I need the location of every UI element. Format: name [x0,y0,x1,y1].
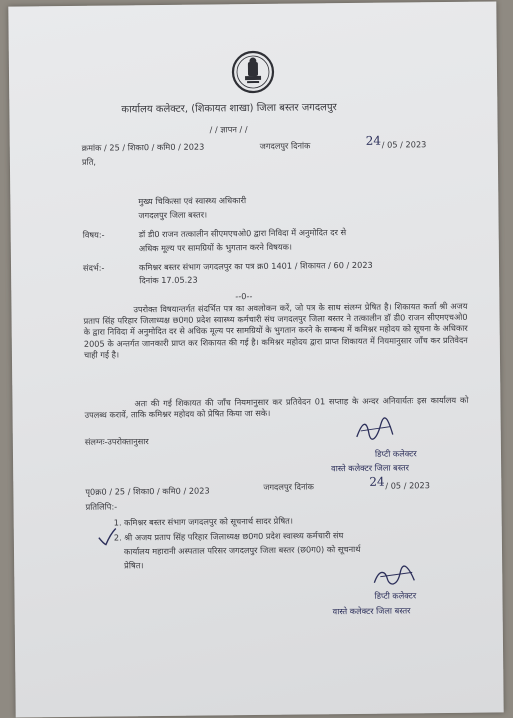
government-emblem-icon [231,50,275,94]
copy-item-2-line-1: 2. श्री अजय प्रताप सिंह परिहार जिलाध्यक्ष छ0ग0 प्रदेश स्वास्थ्य कर्मचारी संघ [113,530,344,543]
office-heading: कार्यालय कलेक्टर, (शिकायत शाखा) जिला बस्तर जगदलपुर [121,102,337,116]
subject-line-1: डॉ डी0 राजन तत्कालीन सीएमएचओ0 द्वारा निविदा में अनुमोदित दर से [138,227,347,240]
body-paragraph-1: उपरोक्त विषयान्तर्गत संदर्भित पत्र का अवलोकन करें, जो पत्र के साथ संलग्न प्रेषित है। शिकायत कर्ता श्री अजय प्रताप सिंह परिहार जिलाध्यक्ष छ0ग0 प्रदेश स्वास्थ्य कर्मचारी संघ जगदलपुर जिला बस्तर ने तत्कालीन डॉ डी0 राजन सीएमएचओ0 के द्वारा निविदा में अनुमोदित दर से अधिक मूल्य पर सामग्रियों के भुगतान करने के सम्बन्ध में कमिश्नर महोदय को सूचना के अधिकार 2005 के अन्तर्गत जानकारी प्राप्त कर शिकायत की गई है। कमिश्नर महोदय द्वारा प्राप्त शिकायत में नियमानुसार जाँच कर प्रतिवेदन चाही गई है। [83,300,468,360]
endorsement-number: पृ0क्र0 / 25 / शिका0 / कमि0 / 2023 [85,485,210,497]
date-rest: / 05 / 2023 [381,139,427,150]
reference-label: संदर्भ:- [82,262,105,273]
signature-scribble-2 [370,564,418,591]
enclosure-note: संलग्नः-उपरोक्तानुसार [84,436,149,447]
place-date-label-2: जगदलपुर दिनांक [263,481,314,492]
addressee-line-1: मुख्य चिकित्सा एवं स्वास्थ्य अधिकारी [138,195,247,207]
signature-1-office: वास्ते कलेक्टर जिला बस्तर [331,462,410,474]
signature-2-office: वास्ते कलेक्टर जिला बस्तर [332,605,411,617]
copy-label: प्रतिलिपि:- [85,501,118,512]
handwritten-tick-mark [96,525,118,547]
signature-1-title: डिप्टी कलेक्टर [374,448,417,459]
subject-label: विषय:- [82,229,105,240]
reference-line-1: कमिश्नर बस्तर संभाग जगदलपुर का पत्र क्र0 1401 / शिकायत / 60 / 2023 [138,259,373,273]
signature-2-title: डिप्टी कलेक्टर [374,590,417,601]
place-date-label: जगदलपुर दिनांक [259,140,311,151]
reference-line-2: दिनांक 17.05.23 [139,274,198,286]
addressee-line-2: जगदलपुर जिला बस्तर। [138,209,208,221]
document-page [8,1,503,717]
handwritten-date-day-2: 24 [369,474,385,489]
handwritten-date-day: 24 [365,133,382,148]
prati-label: प्रति, [81,156,97,167]
signature-scribble-1 [353,417,397,443]
memo-label: / / ज्ञापन / / [209,124,248,135]
copy-item-2-line-2: कार्यालय महारानी अस्पताल परिसर जगदलपुर जिला बस्तर (छ0ग0) को सूचनार्थ [123,543,361,557]
copy-item-1: 1. कमिश्नर बस्तर संभाग जगदलपुर को सूचनार्थ सादर प्रेषित। [113,515,293,528]
copy-item-2-line-3: प्रेषित। [124,560,144,571]
subject-line-2: अधिक मूल्य पर सामग्रियों के भुगतान करने विषयक। [138,241,293,254]
date-rest-2: / 05 / 2023 [385,480,430,491]
body-paragraph-2: अतः की गई शिकायत की जाँच नियमानुसार कर प्रतिवेदन 01 सप्ताह के अन्दर अनिवार्यतः इस कार्यालय को उपलब्ध करावें, ताकि कमिश्नर महोदय को प्रेषित किया जा सके। [84,394,469,421]
reference-number: क्रमांक / 25 / शिका0 / कमि0 / 2023 [81,141,205,153]
divider: --0-- [235,291,253,302]
